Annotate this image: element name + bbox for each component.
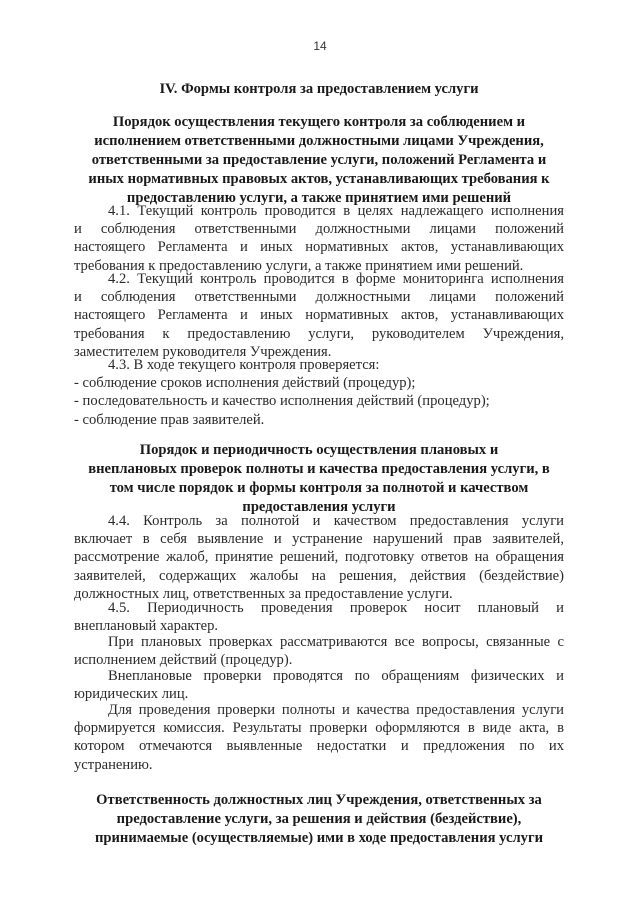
- paragraph-line: внеплановый характер.: [74, 618, 219, 635]
- paragraph-line: требования к предоставлению услуги, а также принятием ими решений.: [74, 257, 524, 274]
- list-item: - соблюдение сроков исполнения действий (процедур);: [74, 375, 416, 392]
- paragraph-line: котором отмечаются выявленные недостатки и предложения по их: [74, 738, 564, 755]
- heading-line: внеплановых проверок полноты и качества предоставления услуги, в: [88, 461, 550, 477]
- paragraph-4-1: [74, 202, 564, 275]
- heading-line: предоставление услуги, за решения и действия (бездействие),: [116, 811, 522, 827]
- heading-line: исполнением ответственными должностными лицами Учреждения,: [94, 133, 544, 149]
- paragraph-line: Внеплановые проверки проводятся по обращениям физических и: [108, 668, 564, 684]
- paragraph-line: настоящего Регламента и иных нормативных актов, устанавливающих: [74, 307, 564, 324]
- paragraph-4-3: [74, 356, 564, 429]
- heading-line: Порядок осуществления текущего контроля за соблюдением и: [112, 114, 526, 130]
- paragraph-line: включает в себя выявление и устранение нарушений прав заявителей,: [74, 531, 564, 548]
- heading-line: предоставления услуги: [242, 499, 396, 515]
- paragraph-line: 4.4. Контроль за полнотой и качеством предоставления услуги: [108, 513, 564, 529]
- heading-line: Порядок и периодичность осуществления плановых и: [139, 442, 499, 458]
- paragraph-line: и соблюдения ответственными должностными лицами положений: [74, 221, 564, 238]
- heading-planned-checks: [74, 441, 564, 517]
- paragraph-line: Для проведения проверки полноты и качества предоставления услуги: [108, 702, 564, 718]
- paragraph-4-2: [74, 270, 564, 361]
- heading-line: иных нормативных правовых актов, устанавливающих требования к: [88, 171, 550, 187]
- heading-responsibility: [74, 791, 564, 848]
- paragraph-line: и соблюдения ответственными должностными лицами положений: [74, 289, 564, 306]
- heading-line: предоставлению услуги, а также принятием ими решений: [126, 190, 512, 206]
- list-item: - соблюдение прав заявителей.: [74, 411, 265, 428]
- list-item: - последовательность и качество исполнения действий (процедур);: [74, 393, 490, 410]
- paragraph-4-5: [74, 599, 564, 635]
- section-title: [74, 80, 564, 99]
- paragraph-4-4: [74, 512, 564, 603]
- paragraph-planned: [74, 633, 564, 669]
- section-title-text: IV. Формы контроля за предоставлением услуги: [159, 81, 479, 97]
- paragraph-line: заместителем руководителя Учреждения.: [74, 343, 332, 360]
- paragraph-line: 4.3. В ходе текущего контроля проверяется:: [108, 357, 380, 373]
- paragraph-line: требования к предоставлению услуги, руководителем Учреждения,: [74, 325, 564, 342]
- paragraph-unplanned: [74, 667, 564, 703]
- heading-current-control: [74, 113, 564, 208]
- paragraph-line: 4.1. Текущий контроль проводится в целях надлежащего исполнения: [108, 203, 564, 219]
- paragraph-line: заявителей, содержащих жалобы на решения, действия (бездействие): [74, 567, 564, 584]
- heading-line: Ответственность должностных лиц Учреждения, ответственных за: [96, 792, 542, 808]
- paragraph-line: должностных лиц, ответственных за предоставление услуги.: [74, 585, 453, 602]
- heading-line: том числе порядок и формы контроля за полнотой и качеством: [109, 480, 529, 496]
- paragraph-line: исполнением действий (процедур).: [74, 652, 293, 669]
- page-number: 14: [313, 39, 327, 53]
- paragraph-line: 4.2. Текущий контроль проводится в форме мониторинга исполнения: [108, 271, 564, 287]
- paragraph-line: 4.5. Периодичность проведения проверок носит плановый и: [108, 600, 564, 616]
- paragraph-line: При плановых проверках рассматриваются все вопросы, связанные с: [108, 634, 564, 650]
- paragraph-line: настоящего Регламента и иных нормативных актов, устанавливающих: [74, 239, 564, 256]
- paragraph-line: формируется комиссия. Результаты проверки оформляются в виде акта, в: [74, 720, 564, 737]
- paragraph-line: рассмотрение жалоб, принятие решений, подготовку ответов на обращения: [74, 549, 564, 566]
- paragraph-line: устранению.: [74, 756, 153, 773]
- paragraph-line: юридических лиц.: [74, 686, 189, 703]
- heading-line: принимаемые (осуществляемые) ими в ходе предоставления услуги: [95, 830, 543, 846]
- paragraph-commission: [74, 701, 564, 774]
- heading-line: ответственными за предоставление услуги, положений Регламента и: [91, 152, 547, 168]
